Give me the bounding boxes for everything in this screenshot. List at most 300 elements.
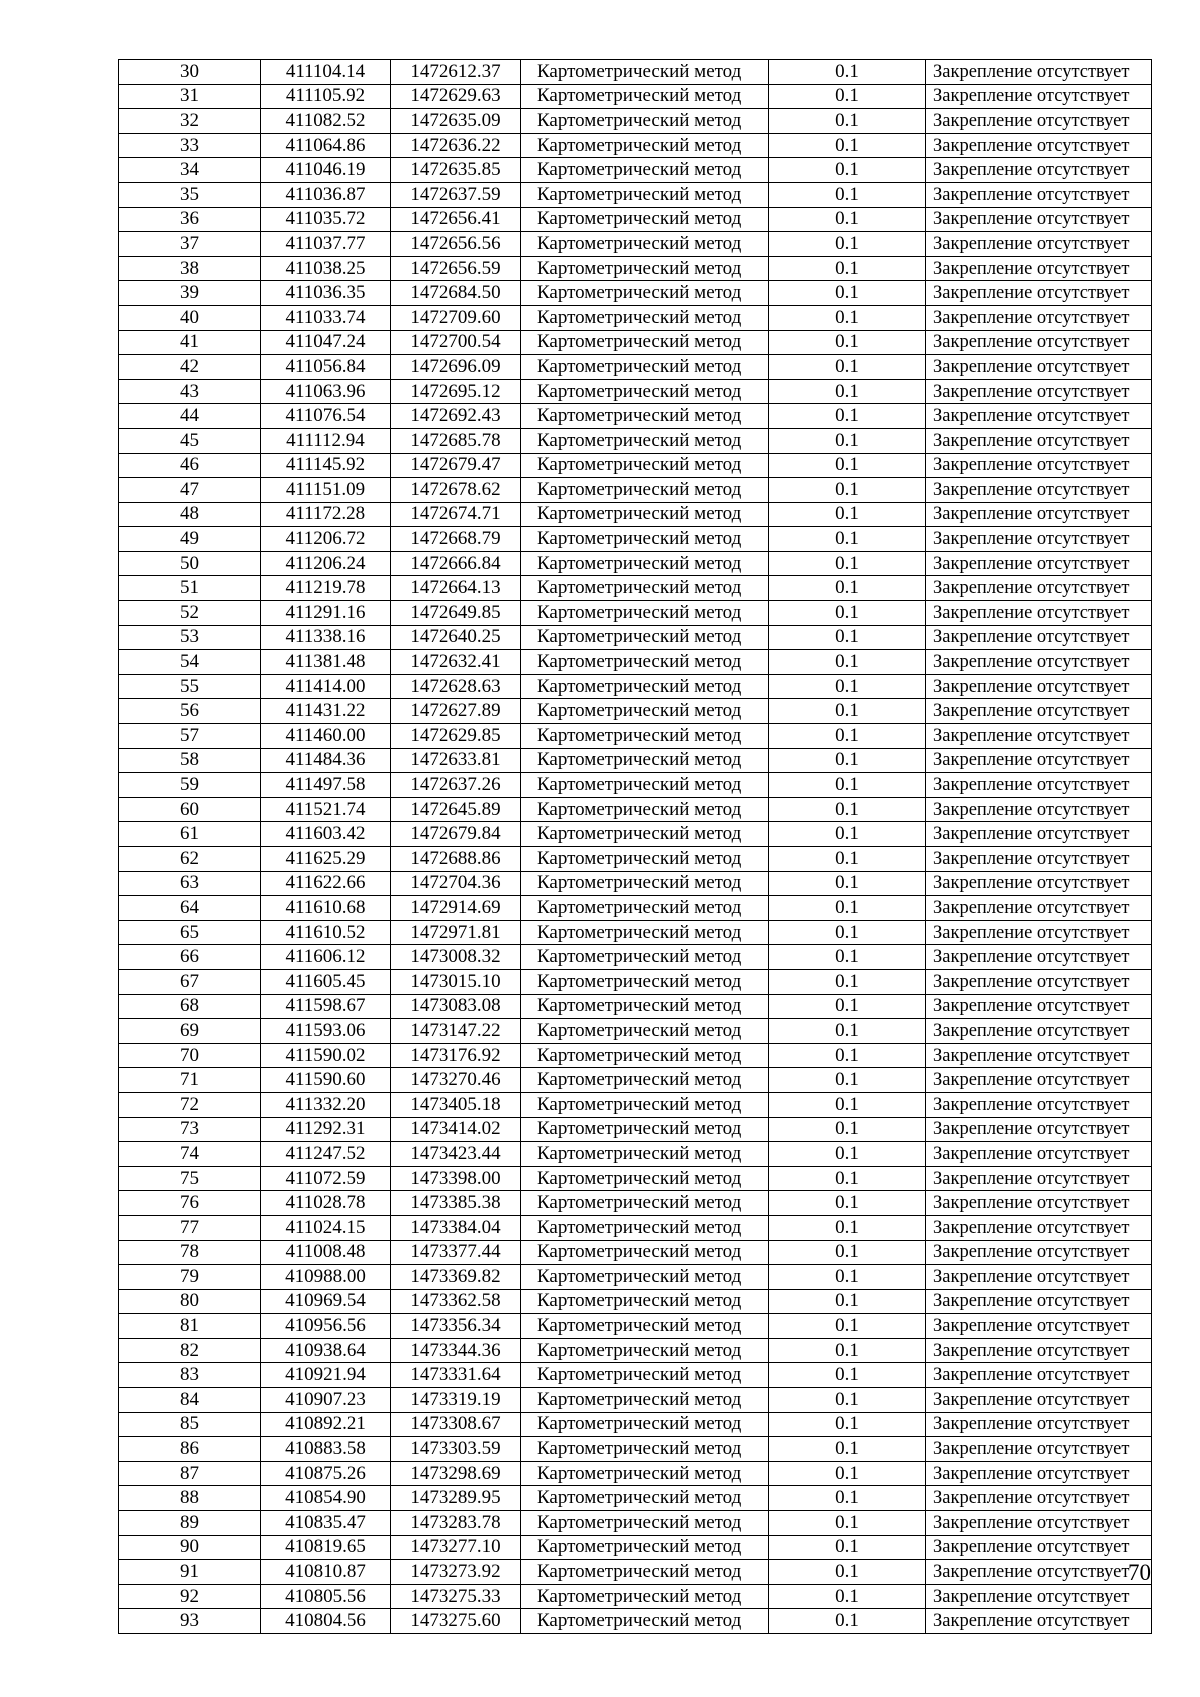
point-number-cell: 31 [119, 84, 261, 109]
y-coordinate-cell: 1473384.04 [391, 1215, 521, 1240]
y-coordinate-cell: 1473275.60 [391, 1609, 521, 1634]
fixation-cell: Закрепление отсутствует [926, 1166, 1152, 1191]
accuracy-cell: 0.1 [769, 748, 926, 773]
method-cell: Картометрический метод [521, 797, 769, 822]
table-row [119, 1412, 1152, 1437]
method-cell: Картометрический метод [521, 920, 769, 945]
y-coordinate-cell: 1473414.02 [391, 1117, 521, 1142]
y-coordinate-cell: 1473377.44 [391, 1240, 521, 1265]
y-coordinate-cell: 1472632.41 [391, 650, 521, 675]
method-cell: Картометрический метод [521, 1215, 769, 1240]
point-number-cell: 78 [119, 1240, 261, 1265]
table-row [119, 133, 1152, 158]
y-coordinate-cell: 1472629.63 [391, 84, 521, 109]
point-number-cell: 82 [119, 1338, 261, 1363]
table-row [119, 404, 1152, 429]
point-number-cell: 58 [119, 748, 261, 773]
y-coordinate-cell: 1473356.34 [391, 1314, 521, 1339]
method-cell: Картометрический метод [521, 232, 769, 257]
x-coordinate-cell: 411104.14 [261, 60, 391, 85]
fixation-cell: Закрепление отсутствует [926, 158, 1152, 183]
accuracy-cell: 0.1 [769, 60, 926, 85]
fixation-cell: Закрепление отсутствует [926, 133, 1152, 158]
table-row [119, 1166, 1152, 1191]
accuracy-cell: 0.1 [769, 920, 926, 945]
table-row [119, 453, 1152, 478]
y-coordinate-cell: 1472637.59 [391, 182, 521, 207]
method-cell: Картометрический метод [521, 527, 769, 552]
fixation-cell: Закрепление отсутствует [926, 920, 1152, 945]
point-number-cell: 63 [119, 871, 261, 896]
point-number-cell: 39 [119, 281, 261, 306]
method-cell: Картометрический метод [521, 84, 769, 109]
point-number-cell: 34 [119, 158, 261, 183]
x-coordinate-cell: 411590.02 [261, 1043, 391, 1068]
method-cell: Картометрический метод [521, 256, 769, 281]
table-row [119, 896, 1152, 921]
x-coordinate-cell: 411622.66 [261, 871, 391, 896]
method-cell: Картометрический метод [521, 699, 769, 724]
y-coordinate-cell: 1472914.69 [391, 896, 521, 921]
method-cell: Картометрический метод [521, 1142, 769, 1167]
table-row [119, 1338, 1152, 1363]
point-number-cell: 81 [119, 1314, 261, 1339]
accuracy-cell: 0.1 [769, 1068, 926, 1093]
point-number-cell: 55 [119, 674, 261, 699]
fixation-cell: Закрепление отсутствует [926, 576, 1152, 601]
table-row [119, 355, 1152, 380]
point-number-cell: 47 [119, 478, 261, 503]
x-coordinate-cell: 411625.29 [261, 847, 391, 872]
fixation-cell: Закрепление отсутствует [926, 1560, 1152, 1585]
x-coordinate-cell: 411112.94 [261, 428, 391, 453]
accuracy-cell: 0.1 [769, 969, 926, 994]
x-coordinate-cell: 411082.52 [261, 109, 391, 134]
x-coordinate-cell: 410810.87 [261, 1560, 391, 1585]
x-coordinate-cell: 411072.59 [261, 1166, 391, 1191]
table-row [119, 1019, 1152, 1044]
accuracy-cell: 0.1 [769, 1289, 926, 1314]
point-number-cell: 33 [119, 133, 261, 158]
point-number-cell: 67 [119, 969, 261, 994]
fixation-cell: Закрепление отсутствует [926, 305, 1152, 330]
x-coordinate-cell: 411291.16 [261, 601, 391, 626]
point-number-cell: 41 [119, 330, 261, 355]
point-number-cell: 73 [119, 1117, 261, 1142]
fixation-cell: Закрепление отсутствует [926, 502, 1152, 527]
x-coordinate-cell: 411598.67 [261, 994, 391, 1019]
x-coordinate-cell: 411593.06 [261, 1019, 391, 1044]
accuracy-cell: 0.1 [769, 625, 926, 650]
accuracy-cell: 0.1 [769, 1437, 926, 1462]
accuracy-cell: 0.1 [769, 1240, 926, 1265]
x-coordinate-cell: 410804.56 [261, 1609, 391, 1634]
y-coordinate-cell: 1473405.18 [391, 1092, 521, 1117]
accuracy-cell: 0.1 [769, 1166, 926, 1191]
method-cell: Картометрический метод [521, 1338, 769, 1363]
fixation-cell: Закрепление отсутствует [926, 994, 1152, 1019]
method-cell: Картометрический метод [521, 1166, 769, 1191]
table-row [119, 601, 1152, 626]
point-number-cell: 93 [119, 1609, 261, 1634]
point-number-cell: 77 [119, 1215, 261, 1240]
point-number-cell: 91 [119, 1560, 261, 1585]
fixation-cell: Закрепление отсутствует [926, 797, 1152, 822]
method-cell: Картометрический метод [521, 502, 769, 527]
fixation-cell: Закрепление отсутствует [926, 724, 1152, 749]
x-coordinate-cell: 411033.74 [261, 305, 391, 330]
fixation-cell: Закрепление отсутствует [926, 1412, 1152, 1437]
x-coordinate-cell: 411332.20 [261, 1092, 391, 1117]
x-coordinate-cell: 411605.45 [261, 969, 391, 994]
x-coordinate-cell: 411414.00 [261, 674, 391, 699]
accuracy-cell: 0.1 [769, 1019, 926, 1044]
accuracy-cell: 0.1 [769, 1092, 926, 1117]
point-number-cell: 48 [119, 502, 261, 527]
x-coordinate-cell: 410854.90 [261, 1486, 391, 1511]
x-coordinate-cell: 411590.60 [261, 1068, 391, 1093]
accuracy-cell: 0.1 [769, 404, 926, 429]
point-number-cell: 38 [119, 256, 261, 281]
x-coordinate-cell: 411610.68 [261, 896, 391, 921]
accuracy-cell: 0.1 [769, 281, 926, 306]
table-row [119, 1609, 1152, 1634]
y-coordinate-cell: 1472692.43 [391, 404, 521, 429]
point-number-cell: 85 [119, 1412, 261, 1437]
method-cell: Картометрический метод [521, 1412, 769, 1437]
table-row [119, 60, 1152, 85]
method-cell: Картометрический метод [521, 1388, 769, 1413]
method-cell: Картометрический метод [521, 207, 769, 232]
y-coordinate-cell: 1473275.33 [391, 1584, 521, 1609]
method-cell: Картометрический метод [521, 1265, 769, 1290]
accuracy-cell: 0.1 [769, 896, 926, 921]
method-cell: Картометрический метод [521, 1461, 769, 1486]
fixation-cell: Закрепление отсутствует [926, 355, 1152, 380]
accuracy-cell: 0.1 [769, 453, 926, 478]
x-coordinate-cell: 410938.64 [261, 1338, 391, 1363]
method-cell: Картометрический метод [521, 453, 769, 478]
x-coordinate-cell: 411145.92 [261, 453, 391, 478]
x-coordinate-cell: 410883.58 [261, 1437, 391, 1462]
table-row [119, 822, 1152, 847]
table-row [119, 650, 1152, 675]
fixation-cell: Закрепление отсутствует [926, 847, 1152, 872]
y-coordinate-cell: 1473277.10 [391, 1535, 521, 1560]
fixation-cell: Закрепление отсутствует [926, 601, 1152, 626]
method-cell: Картометрический метод [521, 773, 769, 798]
method-cell: Картометрический метод [521, 1240, 769, 1265]
point-number-cell: 60 [119, 797, 261, 822]
x-coordinate-cell: 411338.16 [261, 625, 391, 650]
y-coordinate-cell: 1472656.56 [391, 232, 521, 257]
fixation-cell: Закрепление отсутствует [926, 1240, 1152, 1265]
y-coordinate-cell: 1472666.84 [391, 551, 521, 576]
fixation-cell: Закрепление отсутствует [926, 945, 1152, 970]
accuracy-cell: 0.1 [769, 527, 926, 552]
table-row [119, 158, 1152, 183]
fixation-cell: Закрепление отсутствует [926, 1584, 1152, 1609]
y-coordinate-cell: 1473331.64 [391, 1363, 521, 1388]
x-coordinate-cell: 411038.25 [261, 256, 391, 281]
table-row [119, 1388, 1152, 1413]
accuracy-cell: 0.1 [769, 1609, 926, 1634]
fixation-cell: Закрепление отсутствует [926, 281, 1152, 306]
x-coordinate-cell: 411431.22 [261, 699, 391, 724]
x-coordinate-cell: 411056.84 [261, 355, 391, 380]
point-number-cell: 50 [119, 551, 261, 576]
accuracy-cell: 0.1 [769, 847, 926, 872]
point-number-cell: 30 [119, 60, 261, 85]
x-coordinate-cell: 411603.42 [261, 822, 391, 847]
accuracy-cell: 0.1 [769, 945, 926, 970]
accuracy-cell: 0.1 [769, 1043, 926, 1068]
table-row [119, 1461, 1152, 1486]
table-row [119, 699, 1152, 724]
accuracy-cell: 0.1 [769, 822, 926, 847]
x-coordinate-cell: 411292.31 [261, 1117, 391, 1142]
fixation-cell: Закрепление отсутствует [926, 453, 1152, 478]
y-coordinate-cell: 1472649.85 [391, 601, 521, 626]
fixation-cell: Закрепление отсутствует [926, 1092, 1152, 1117]
accuracy-cell: 0.1 [769, 355, 926, 380]
point-number-cell: 61 [119, 822, 261, 847]
method-cell: Картометрический метод [521, 355, 769, 380]
table-row [119, 576, 1152, 601]
fixation-cell: Закрепление отсутствует [926, 256, 1152, 281]
accuracy-cell: 0.1 [769, 330, 926, 355]
y-coordinate-cell: 1472695.12 [391, 379, 521, 404]
method-cell: Картометрический метод [521, 330, 769, 355]
fixation-cell: Закрепление отсутствует [926, 1068, 1152, 1093]
x-coordinate-cell: 410805.56 [261, 1584, 391, 1609]
point-number-cell: 46 [119, 453, 261, 478]
fixation-cell: Закрепление отсутствует [926, 699, 1152, 724]
fixation-cell: Закрепление отсутствует [926, 625, 1152, 650]
fixation-cell: Закрепление отсутствует [926, 1117, 1152, 1142]
method-cell: Картометрический метод [521, 109, 769, 134]
point-number-cell: 40 [119, 305, 261, 330]
accuracy-cell: 0.1 [769, 256, 926, 281]
y-coordinate-cell: 1473398.00 [391, 1166, 521, 1191]
accuracy-cell: 0.1 [769, 724, 926, 749]
y-coordinate-cell: 1473147.22 [391, 1019, 521, 1044]
y-coordinate-cell: 1473008.32 [391, 945, 521, 970]
point-number-cell: 76 [119, 1191, 261, 1216]
point-number-cell: 45 [119, 428, 261, 453]
y-coordinate-cell: 1472700.54 [391, 330, 521, 355]
fixation-cell: Закрепление отсутствует [926, 1289, 1152, 1314]
x-coordinate-cell: 411521.74 [261, 797, 391, 822]
fixation-cell: Закрепление отсутствует [926, 748, 1152, 773]
method-cell: Картометрический метод [521, 1191, 769, 1216]
point-number-cell: 83 [119, 1363, 261, 1388]
fixation-cell: Закрепление отсутствует [926, 1142, 1152, 1167]
table-row [119, 920, 1152, 945]
table-body [119, 60, 1152, 1634]
method-cell: Картометрический метод [521, 1609, 769, 1634]
point-number-cell: 65 [119, 920, 261, 945]
point-number-cell: 79 [119, 1265, 261, 1290]
y-coordinate-cell: 1472971.81 [391, 920, 521, 945]
accuracy-cell: 0.1 [769, 551, 926, 576]
y-coordinate-cell: 1472696.09 [391, 355, 521, 380]
x-coordinate-cell: 411028.78 [261, 1191, 391, 1216]
table-row [119, 330, 1152, 355]
accuracy-cell: 0.1 [769, 428, 926, 453]
fixation-cell: Закрепление отсутствует [926, 1043, 1152, 1068]
point-number-cell: 69 [119, 1019, 261, 1044]
point-number-cell: 87 [119, 1461, 261, 1486]
accuracy-cell: 0.1 [769, 182, 926, 207]
fixation-cell: Закрепление отсутствует [926, 527, 1152, 552]
y-coordinate-cell: 1473385.38 [391, 1191, 521, 1216]
table-row [119, 232, 1152, 257]
x-coordinate-cell: 411610.52 [261, 920, 391, 945]
point-number-cell: 57 [119, 724, 261, 749]
accuracy-cell: 0.1 [769, 601, 926, 626]
x-coordinate-cell: 410835.47 [261, 1511, 391, 1536]
point-number-cell: 84 [119, 1388, 261, 1413]
table-row [119, 1240, 1152, 1265]
method-cell: Картометрический метод [521, 478, 769, 503]
x-coordinate-cell: 411151.09 [261, 478, 391, 503]
table-row [119, 379, 1152, 404]
method-cell: Картометрический метод [521, 650, 769, 675]
point-number-cell: 75 [119, 1166, 261, 1191]
accuracy-cell: 0.1 [769, 871, 926, 896]
table-row [119, 847, 1152, 872]
y-coordinate-cell: 1472645.89 [391, 797, 521, 822]
method-cell: Картометрический метод [521, 847, 769, 872]
point-number-cell: 36 [119, 207, 261, 232]
table-row [119, 994, 1152, 1019]
point-number-cell: 90 [119, 1535, 261, 1560]
accuracy-cell: 0.1 [769, 797, 926, 822]
fixation-cell: Закрепление отсутствует [926, 871, 1152, 896]
y-coordinate-cell: 1473289.95 [391, 1486, 521, 1511]
point-number-cell: 32 [119, 109, 261, 134]
y-coordinate-cell: 1473344.36 [391, 1338, 521, 1363]
point-number-cell: 49 [119, 527, 261, 552]
table-row [119, 1191, 1152, 1216]
point-number-cell: 43 [119, 379, 261, 404]
fixation-cell: Закрепление отсутствует [926, 109, 1152, 134]
accuracy-cell: 0.1 [769, 650, 926, 675]
table-row [119, 1068, 1152, 1093]
point-number-cell: 68 [119, 994, 261, 1019]
y-coordinate-cell: 1472656.41 [391, 207, 521, 232]
y-coordinate-cell: 1472685.78 [391, 428, 521, 453]
method-cell: Картометрический метод [521, 281, 769, 306]
x-coordinate-cell: 411076.54 [261, 404, 391, 429]
accuracy-cell: 0.1 [769, 158, 926, 183]
table-row [119, 1511, 1152, 1536]
point-number-cell: 70 [119, 1043, 261, 1068]
y-coordinate-cell: 1472679.47 [391, 453, 521, 478]
page-number: 70 [1128, 1560, 1151, 1585]
table-row [119, 674, 1152, 699]
y-coordinate-cell: 1472656.59 [391, 256, 521, 281]
method-cell: Картометрический метод [521, 748, 769, 773]
y-coordinate-cell: 1472684.50 [391, 281, 521, 306]
accuracy-cell: 0.1 [769, 1215, 926, 1240]
x-coordinate-cell: 411172.28 [261, 502, 391, 527]
method-cell: Картометрический метод [521, 994, 769, 1019]
point-number-cell: 86 [119, 1437, 261, 1462]
accuracy-cell: 0.1 [769, 576, 926, 601]
accuracy-cell: 0.1 [769, 1265, 926, 1290]
method-cell: Картометрический метод [521, 1092, 769, 1117]
method-cell: Картометрический метод [521, 1068, 769, 1093]
fixation-cell: Закрепление отсутствует [926, 1486, 1152, 1511]
fixation-cell: Закрепление отсутствует [926, 182, 1152, 207]
point-number-cell: 42 [119, 355, 261, 380]
x-coordinate-cell: 411219.78 [261, 576, 391, 601]
accuracy-cell: 0.1 [769, 84, 926, 109]
method-cell: Картометрический метод [521, 625, 769, 650]
method-cell: Картометрический метод [521, 871, 769, 896]
y-coordinate-cell: 1472636.22 [391, 133, 521, 158]
point-number-cell: 92 [119, 1584, 261, 1609]
y-coordinate-cell: 1472640.25 [391, 625, 521, 650]
x-coordinate-cell: 410921.94 [261, 1363, 391, 1388]
fixation-cell: Закрепление отсутствует [926, 822, 1152, 847]
table-row [119, 256, 1152, 281]
fixation-cell: Закрепление отсутствует [926, 84, 1152, 109]
y-coordinate-cell: 1472679.84 [391, 822, 521, 847]
point-number-cell: 80 [119, 1289, 261, 1314]
x-coordinate-cell: 411008.48 [261, 1240, 391, 1265]
accuracy-cell: 0.1 [769, 1191, 926, 1216]
table-row [119, 748, 1152, 773]
table-row [119, 281, 1152, 306]
fixation-cell: Закрепление отсутствует [926, 207, 1152, 232]
method-cell: Картометрический метод [521, 601, 769, 626]
point-number-cell: 89 [119, 1511, 261, 1536]
accuracy-cell: 0.1 [769, 1461, 926, 1486]
point-number-cell: 35 [119, 182, 261, 207]
table-row [119, 1584, 1152, 1609]
x-coordinate-cell: 411063.96 [261, 379, 391, 404]
accuracy-cell: 0.1 [769, 1363, 926, 1388]
x-coordinate-cell: 411206.24 [261, 551, 391, 576]
fixation-cell: Закрепление отсутствует [926, 1338, 1152, 1363]
y-coordinate-cell: 1473362.58 [391, 1289, 521, 1314]
table-row [119, 1314, 1152, 1339]
y-coordinate-cell: 1472612.37 [391, 60, 521, 85]
fixation-cell: Закрепление отсутствует [926, 60, 1152, 85]
table-row [119, 1092, 1152, 1117]
fixation-cell: Закрепление отсутствует [926, 1388, 1152, 1413]
y-coordinate-cell: 1472704.36 [391, 871, 521, 896]
table-row [119, 724, 1152, 749]
fixation-cell: Закрепление отсутствует [926, 1215, 1152, 1240]
y-coordinate-cell: 1473308.67 [391, 1412, 521, 1437]
x-coordinate-cell: 411046.19 [261, 158, 391, 183]
y-coordinate-cell: 1473303.59 [391, 1437, 521, 1462]
fixation-cell: Закрепление отсутствует [926, 1019, 1152, 1044]
fixation-cell: Закрепление отсутствует [926, 478, 1152, 503]
method-cell: Картометрический метод [521, 1019, 769, 1044]
point-number-cell: 71 [119, 1068, 261, 1093]
accuracy-cell: 0.1 [769, 207, 926, 232]
accuracy-cell: 0.1 [769, 699, 926, 724]
y-coordinate-cell: 1473298.69 [391, 1461, 521, 1486]
method-cell: Картометрический метод [521, 1560, 769, 1585]
fixation-cell: Закрепление отсутствует [926, 1609, 1152, 1634]
method-cell: Картометрический метод [521, 1289, 769, 1314]
